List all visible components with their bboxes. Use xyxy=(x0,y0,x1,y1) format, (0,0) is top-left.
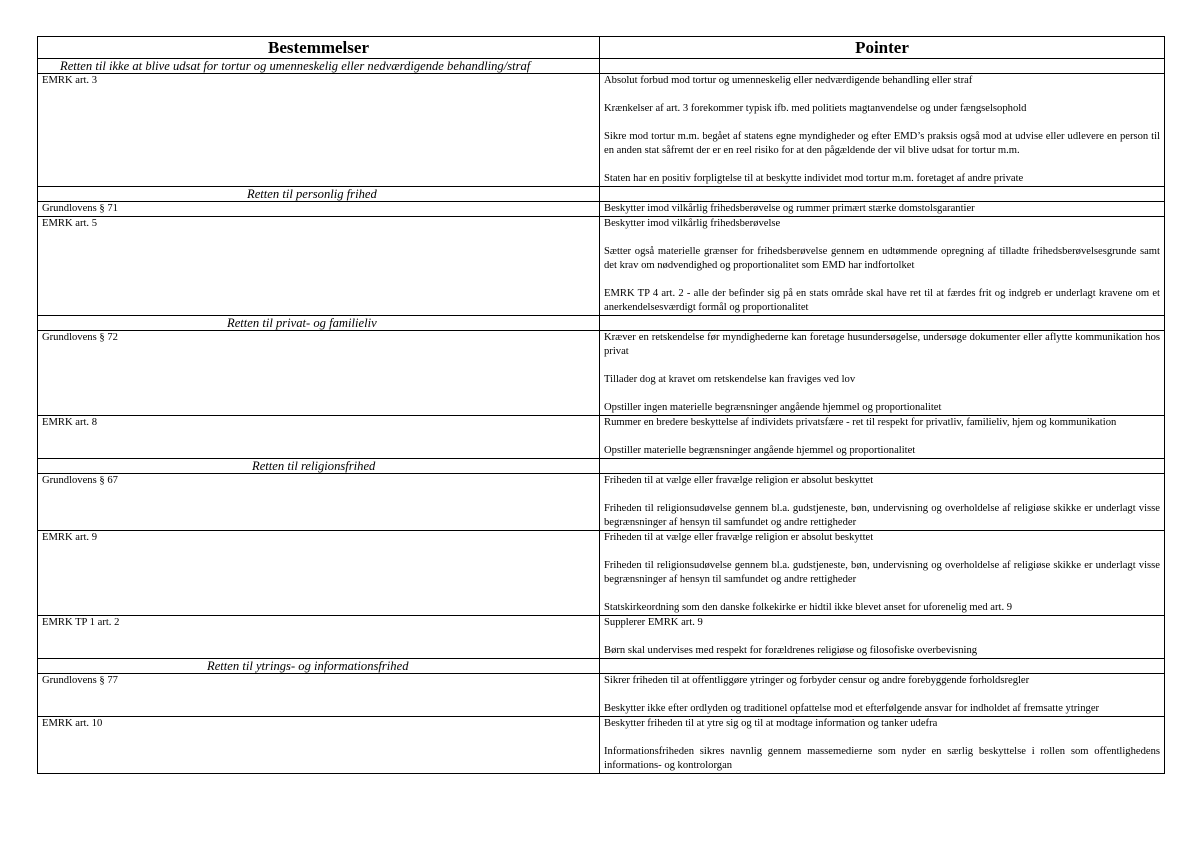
points-cell xyxy=(600,202,1165,217)
column-header-bestemmelser: Bestemmelser xyxy=(38,37,600,59)
section-empty-cell xyxy=(600,316,1165,331)
provision-cell: EMRK art. 10 xyxy=(38,717,600,774)
provision-cell: EMRK TP 1 art. 2 xyxy=(38,616,600,659)
section-empty-cell xyxy=(600,659,1165,674)
point-text: Supplerer EMRK art. 9 xyxy=(604,617,703,628)
points-cell xyxy=(600,74,1165,187)
table-row xyxy=(38,74,1165,187)
section-row-privat-familieliv xyxy=(38,316,1165,331)
point-text: Sætter også materielle grænser for frihedsberøvelse gennem en udtømmende opregning af tilladte frihedsberøvelsesgrunde samt det krav om nødvendighed og proportionalitet som EMD har indfortolket xyxy=(604,246,1160,271)
provision-cell: EMRK art. 8 xyxy=(38,416,600,459)
point-text: Krænkelser af art. 3 forekommer typisk ifb. med politiets magtanvendelse og under fængselsophold xyxy=(604,103,1027,114)
points-cell xyxy=(600,616,1165,659)
section-title: Retten til ytrings- og informationsfrihed xyxy=(207,659,409,673)
table-row xyxy=(38,616,1165,659)
provision-cell: Grundlovens § 72 xyxy=(38,331,600,416)
section-title: Retten til religionsfrihed xyxy=(252,459,376,473)
section-row-religionsfrihed xyxy=(38,459,1165,474)
provision-cell: EMRK art. 3 xyxy=(38,74,600,187)
point-text: Opstiller ingen materielle begrænsninger angående hjemmel og proportionalitet xyxy=(604,402,942,413)
point-text: Kræver en retskendelse før myndighederne kan foretage husundersøgelse, undersøge dokumenter eller aflytte kommunikation hos privat xyxy=(604,332,1160,357)
points-cell xyxy=(600,674,1165,717)
section-title-cell xyxy=(38,659,600,674)
point-text: Informationsfriheden sikres navnlig gennem massemedierne som nyder en særlig beskyttelse i rollen som offentlighedens informations- og kontrolorgan xyxy=(604,746,1160,771)
table-row xyxy=(38,331,1165,416)
provision-cell: Grundlovens § 67 xyxy=(38,474,600,531)
document-page xyxy=(37,36,1164,774)
point-text: Staten har en positiv forpligtelse til at beskytte individet mod tortur m.m. foretaget af andre private xyxy=(604,173,1024,184)
point-text: Friheden til at vælge eller fravælge religion er absolut beskyttet xyxy=(604,475,874,486)
table-row xyxy=(38,202,1165,217)
header-row xyxy=(38,37,1165,59)
point-text: Friheden til religionsudøvelse gennem bl.a. gudstjeneste, bøn, undervisning og overholdelse af religiøse skikke er underlagt visse begrænsninger af hensyn til samfundet og andre rettigheder xyxy=(604,503,1160,528)
point-text: Friheden til religionsudøvelse gennem bl.a. gudstjeneste, bøn, undervisning og overholdelse af religiøse skikke er underlagt visse begrænsninger af hensyn til samfundet og andre rettigheder xyxy=(604,560,1160,585)
provision-cell: Grundlovens § 77 xyxy=(38,674,600,717)
point-text: EMRK TP 4 art. 2 - alle der befinder sig på en stats område skal have ret til at færdes frit og indgreb er underlagt kravene om et anerkendelsesværdigt formål og proportionalitet xyxy=(604,288,1160,313)
section-title-cell xyxy=(38,459,600,474)
section-row-ytringsfrihed xyxy=(38,659,1165,674)
point-text: Beskytter ikke efter ordlyden og traditionel opfattelse mod et efterfølgende ansvar for indholdet af fremsatte ytringer xyxy=(604,703,1100,714)
section-row-personlig-frihed xyxy=(38,187,1165,202)
table-row xyxy=(38,416,1165,459)
table-row xyxy=(38,674,1165,717)
provision-cell: EMRK art. 5 xyxy=(38,217,600,316)
section-title-cell xyxy=(38,59,600,74)
point-text: Børn skal undervises med respekt for forældrenes religiøse og filosofiske overbevisning xyxy=(604,645,978,656)
rights-table xyxy=(37,36,1165,774)
section-empty-cell xyxy=(600,187,1165,202)
point-text: Beskytter imod vilkårlig frihedsberøvelse xyxy=(604,218,781,229)
points-cell xyxy=(600,416,1165,459)
points-cell xyxy=(600,474,1165,531)
column-header-pointer: Pointer xyxy=(600,37,1165,59)
section-empty-cell xyxy=(600,459,1165,474)
table-body xyxy=(38,59,1165,774)
table-row xyxy=(38,217,1165,316)
provision-cell: EMRK art. 9 xyxy=(38,531,600,616)
point-text: Beskytter imod vilkårlig frihedsberøvelse og rummer primært stærke domstolsgarantier xyxy=(604,203,975,214)
table-row xyxy=(38,531,1165,616)
points-cell xyxy=(600,217,1165,316)
points-cell xyxy=(600,531,1165,616)
point-text: Absolut forbud mod tortur og umenneskelig eller nedværdigende behandling eller straf xyxy=(604,75,973,86)
point-text: Opstiller materielle begrænsninger angående hjemmel og proportionalitet xyxy=(604,445,916,456)
point-text: Statskirkeordning som den danske folkekirke er hidtil ikke blevet anset for uforenelig med art. 9 xyxy=(604,602,1013,613)
table-row xyxy=(38,717,1165,774)
points-cell xyxy=(600,717,1165,774)
point-text: Rummer en bredere beskyttelse af individets privatsfære - ret til respekt for privatliv, familieliv, hjem og kommunikation xyxy=(604,417,1117,428)
section-title: Retten til personlig frihed xyxy=(247,187,377,201)
section-title: Retten til ikke at blive udsat for tortur og umenneskelig eller nedværdigende behandling/straf xyxy=(60,59,531,73)
section-title-cell xyxy=(38,316,600,331)
section-empty-cell xyxy=(600,59,1165,74)
point-text: Sikrer friheden til at offentliggøre ytringer og forbyder censur og andre forebyggende forholdsregler xyxy=(604,675,1030,686)
point-text: Beskytter friheden til at ytre sig og til at modtage information og tanker udefra xyxy=(604,718,938,729)
provision-cell: Grundlovens § 71 xyxy=(38,202,600,217)
point-text: Sikre mod tortur m.m. begået af statens egne myndigheder og efter EMD’s praksis også mod at udvise eller udlevere en person til en anden stat såfremt der er en reel risiko for at den pågældende der vil blive udsat for tortur m.m. xyxy=(604,131,1160,156)
section-row-tortur xyxy=(38,59,1165,74)
point-text: Friheden til at vælge eller fravælge religion er absolut beskyttet xyxy=(604,532,874,543)
points-cell xyxy=(600,331,1165,416)
section-title-cell xyxy=(38,187,600,202)
point-text: Tillader dog at kravet om retskendelse kan fraviges ved lov xyxy=(604,374,856,385)
section-title: Retten til privat- og familieliv xyxy=(227,316,377,330)
table-row xyxy=(38,474,1165,531)
